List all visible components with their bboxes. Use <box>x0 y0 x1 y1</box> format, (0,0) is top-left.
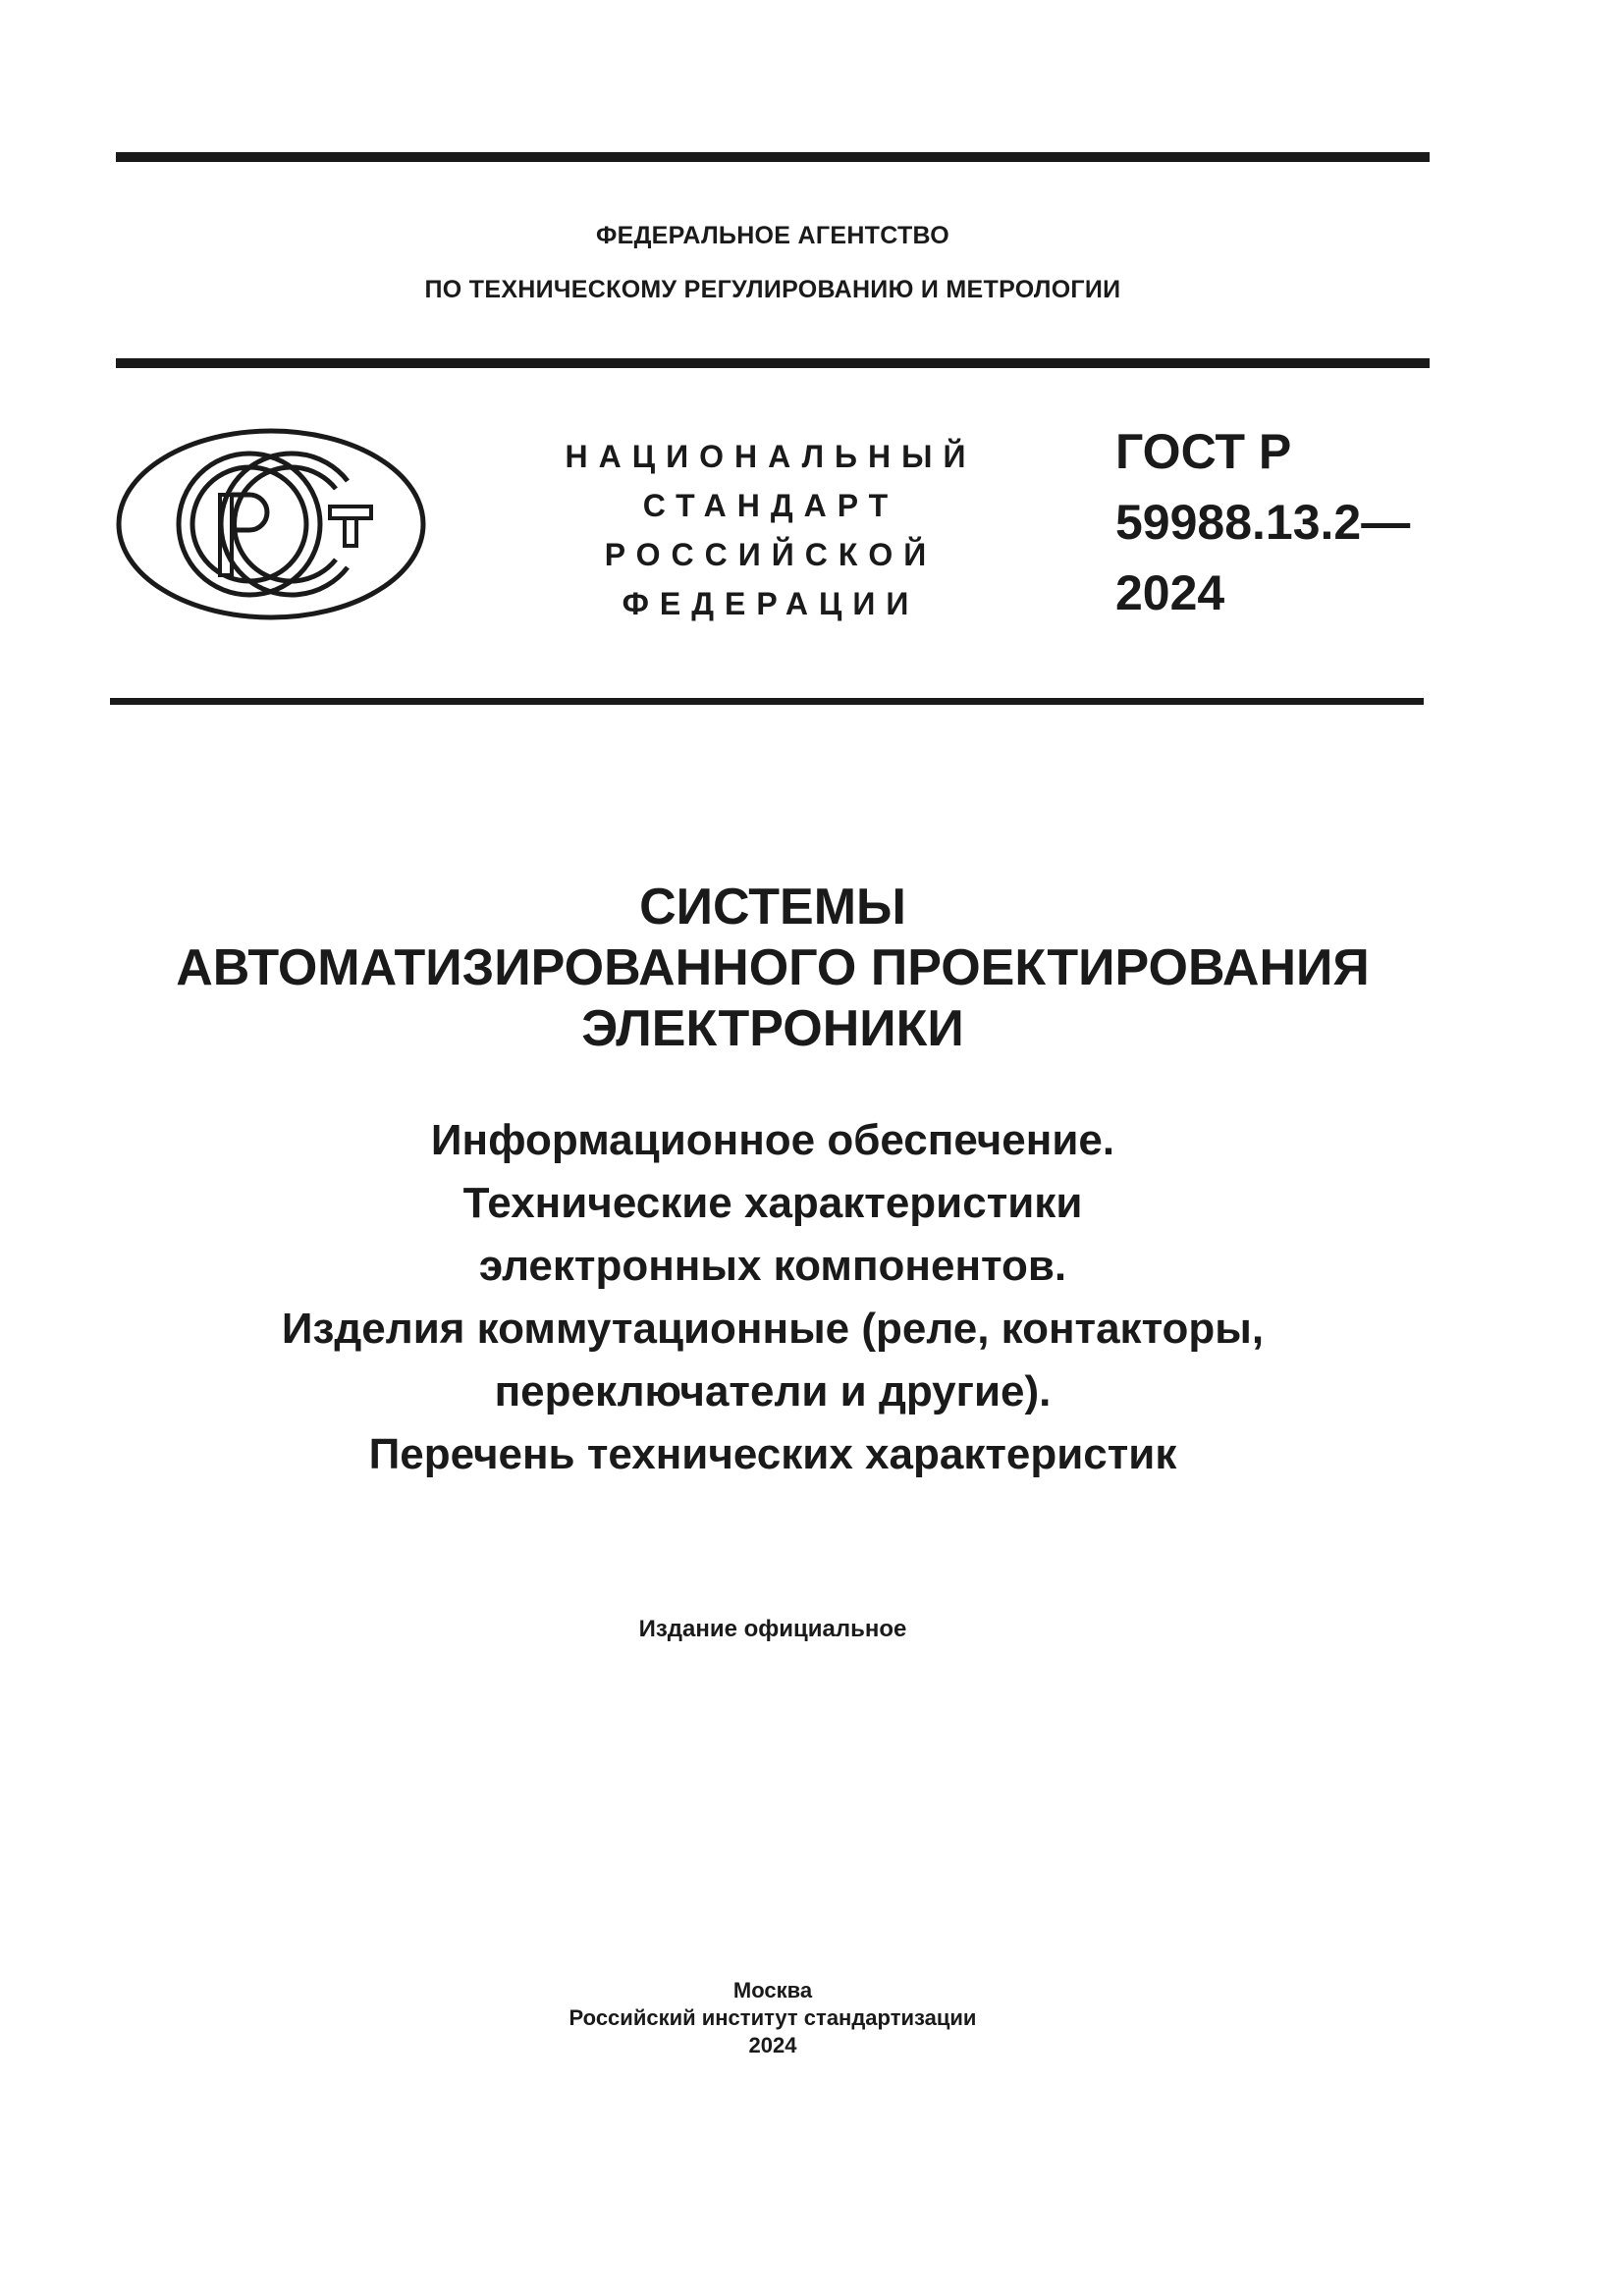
edition-note: Издание официальное <box>638 1616 907 1642</box>
designation-line-1: ГОСТ Р <box>1115 424 1292 479</box>
title-line-2: АВТОМАТИЗИРОВАННОГО ПРОЕКТИРОВАНИЯ <box>176 939 1370 996</box>
publisher-name: Российский институт стандартизации <box>568 2005 977 2030</box>
document-subtitle <box>0 1109 1545 1486</box>
standard-designation <box>1115 416 1410 628</box>
document-title <box>0 877 1545 1059</box>
subtitle-line-2: Технические характеристики <box>462 1179 1083 1227</box>
header-bottom-rule <box>116 358 1430 368</box>
publisher-city: Москва <box>732 1978 813 2002</box>
title-line-1: СИСТЕМЫ <box>639 879 906 935</box>
standard-type <box>560 432 982 628</box>
masthead-bottom-rule <box>110 698 1424 705</box>
standard-type-line-4: ФЕДЕРАЦИИ <box>622 586 920 621</box>
rst-logo-icon <box>114 426 428 622</box>
subtitle-line-5: переключатели и другие). <box>494 1367 1052 1415</box>
publisher-block <box>0 1977 1545 2059</box>
agency-line-1: ФЕДЕРАЛЬНОЕ АГЕНТСТВО <box>595 222 950 249</box>
subtitle-line-3: электронных компонентов. <box>478 1242 1067 1290</box>
subtitle-line-1: Информационное обеспечение. <box>430 1116 1115 1164</box>
standard-type-line-1: НАЦИОНАЛЬНЫЙ <box>565 439 977 474</box>
standard-type-line-2: СТАНДАРТ <box>642 488 899 523</box>
subtitle-line-6: Перечень технических характеристик <box>368 1430 1177 1478</box>
designation-line-3: 2024 <box>1115 565 1225 620</box>
agency-line-2: ПО ТЕХНИЧЕСКОМУ РЕГУЛИРОВАНИЮ И МЕТРОЛОГИИ <box>424 276 1121 303</box>
top-rule <box>116 152 1430 162</box>
title-line-3: ЭЛЕКТРОНИКИ <box>581 1000 964 1057</box>
publisher-year: 2024 <box>748 2033 797 2057</box>
designation-line-2: 59988.13.2— <box>1115 495 1411 550</box>
standard-type-line-3: РОССИЙСКОЙ <box>604 537 938 572</box>
subtitle-line-4: Изделия коммутационные (реле, контакторы, <box>281 1305 1265 1353</box>
